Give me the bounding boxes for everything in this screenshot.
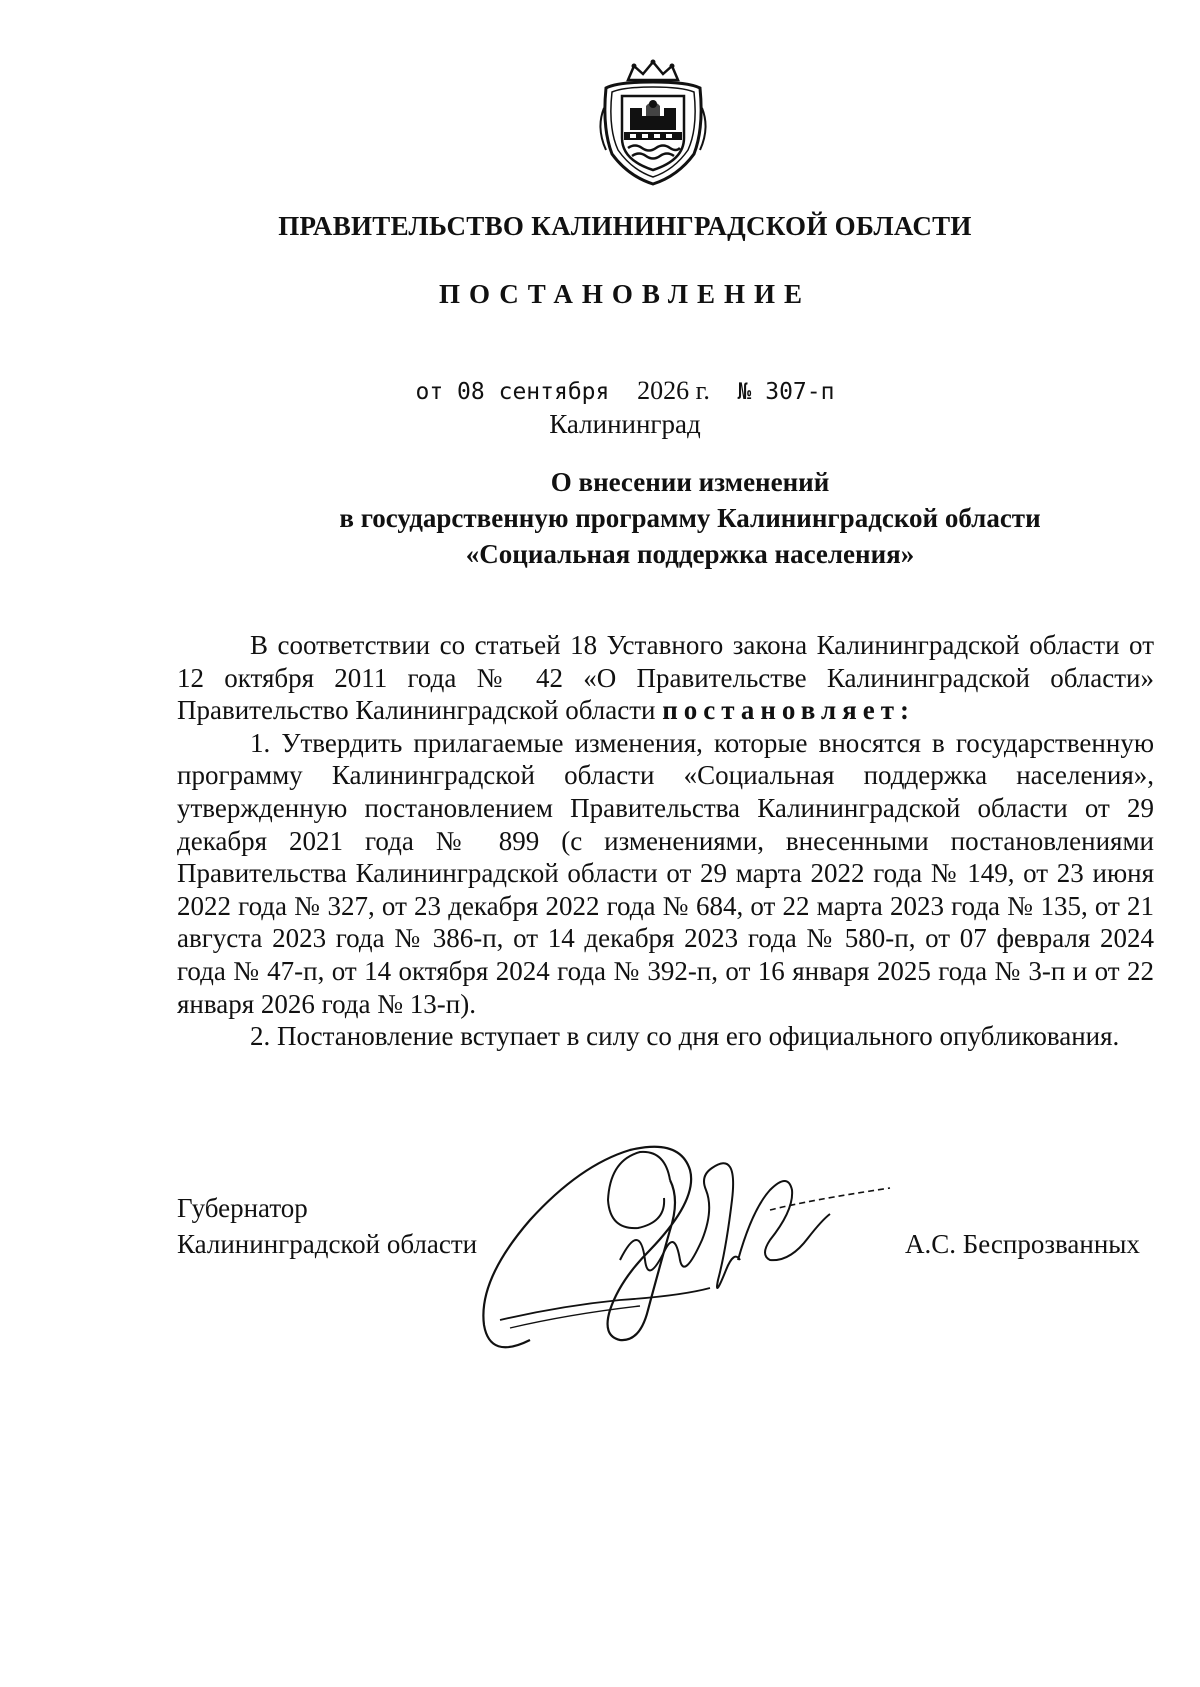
signatory-name: А.С. Беспрозванных xyxy=(905,1229,1140,1259)
signatory-position xyxy=(177,1190,477,1262)
coat-of-arms-icon xyxy=(598,58,708,186)
decree-word: постановляет: xyxy=(662,695,915,726)
document-subject xyxy=(0,464,1200,572)
subject-line: «Социальная поддержка населения» xyxy=(465,539,915,569)
preamble-paragraph xyxy=(177,629,1154,727)
item-1-paragraph: 1. Утвердить прилагаемые изменения, которые вносятся в государственную программу Калининградской области «Социальная поддержка населения», утвержденную постановлением Правительства Калининградской области от 29 декабря 2021 года № 899 (с изменениями, внесенными постановлениями Правительства Калининградской области от 29 марта 2022 года № 149, от 23 июня 2022 года № 327, от 23 декабря 2022 года № 684, от 22 марта 2023 года № 135, от 21 августа 2023 года № 386-п, от 14 декабря 2023 года № 580-п, от 07 февраля 2024 года № 47-п, от 14 октября 2024 года № 392-п, от 16 января 2025 года № 3-п и от 22 января 2026 года № 13-п). xyxy=(177,727,1154,1019)
government-title: ПРАВИТЕЛЬСТВО КАЛИНИНГРАДСКОЙ ОБЛАСТИ xyxy=(278,211,972,241)
preamble-text: В соответствии со статьей 18 Уставного закона Калининградской области от 12 октября 2011 года № 42 «О Правительстве Калининградской области» Правительство Калининградской области xyxy=(177,630,1154,726)
document-year: 2026 г. xyxy=(637,376,710,405)
signatory-position-line: Калининградской области xyxy=(177,1229,478,1259)
subject-line: в государственную программу Калининградской области xyxy=(339,503,1041,533)
document-date-line xyxy=(0,376,1200,406)
subject-line: О внесении изменений xyxy=(550,467,830,497)
item-2-paragraph: 2. Постановление вступает в силу со дня его официального опубликования. xyxy=(250,1021,1120,1052)
document-type: ПОСТАНОВЛЕНИЕ xyxy=(438,279,812,309)
signatory-position-line: Губернатор xyxy=(177,1193,308,1223)
document-number: № 307-п xyxy=(737,379,835,405)
document-city: Калининград xyxy=(549,409,701,439)
document-date: от 08 сентября xyxy=(415,379,610,405)
handwritten-signature-icon xyxy=(470,1110,920,1370)
document-body xyxy=(177,629,1154,1053)
